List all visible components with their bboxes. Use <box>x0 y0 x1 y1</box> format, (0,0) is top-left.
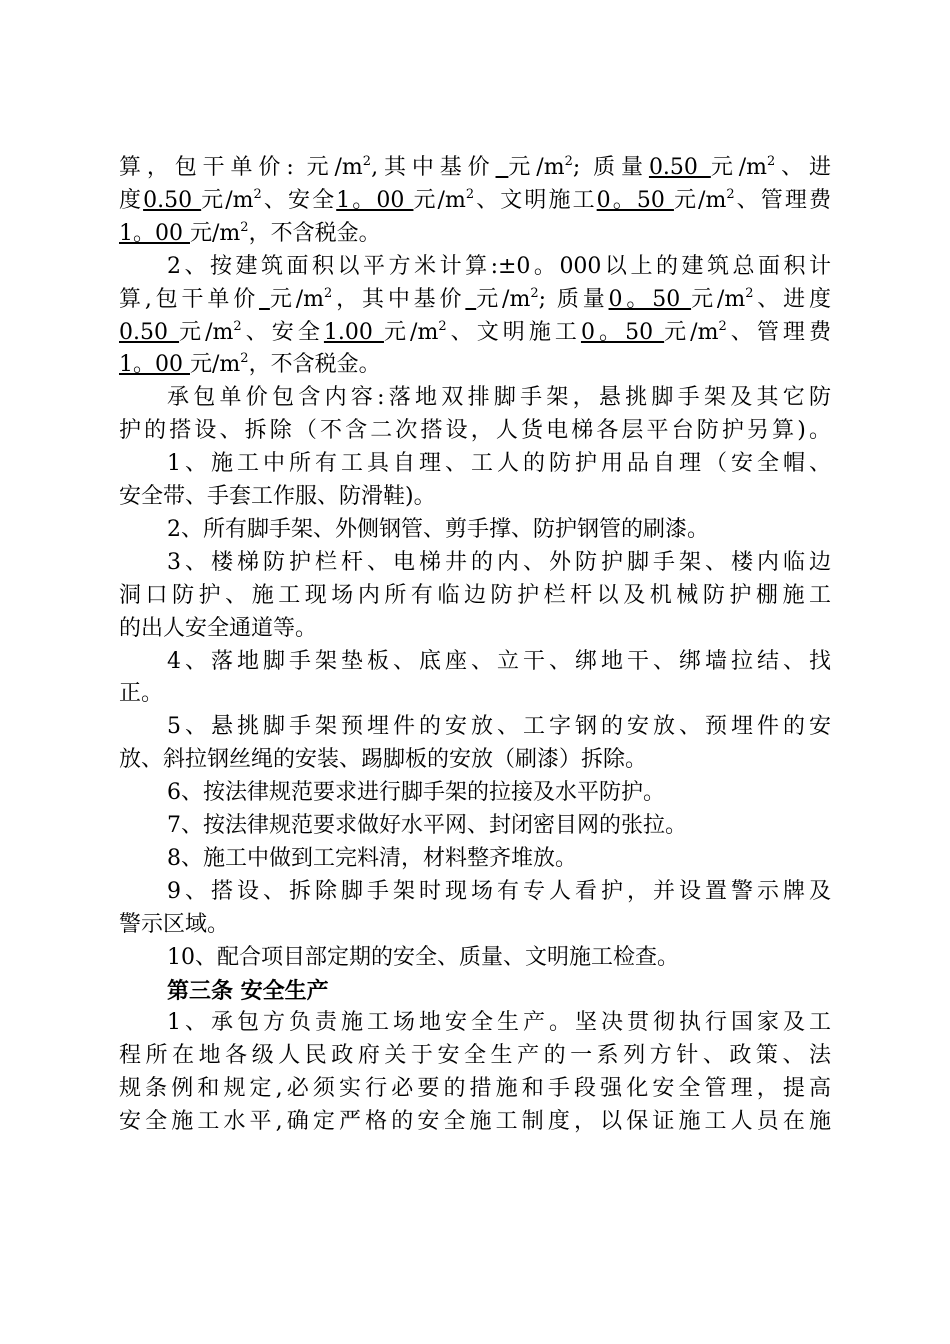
text-line <box>167 250 831 284</box>
underlined-value: 0.50 <box>143 188 202 213</box>
text-run: 程所在地各级人民政府关于安全生产的一系列方针、政策、法 <box>119 1043 831 1068</box>
text-line <box>119 1072 831 1106</box>
superscript: 2 <box>726 187 735 202</box>
superscript: 2 <box>233 319 242 334</box>
text-line <box>167 710 831 744</box>
text-run: 算,包干单价 <box>119 287 260 312</box>
underlined-value: 1。00 <box>119 352 190 377</box>
underlined-value: 0。50 <box>580 320 665 345</box>
superscript: 2 <box>766 154 776 169</box>
section-heading <box>167 974 831 1008</box>
text-run: 元/m <box>190 352 241 377</box>
text-run: ，其中基价 <box>332 287 466 312</box>
text-run: 9、搭设、拆除脚手架时现场有专人看护，并设置警示牌及 <box>167 879 831 904</box>
text-run: 护的搭设、拆除（不含二次搭设，人货电梯各层平台防护另算)。 <box>119 418 831 443</box>
underlined-value: 0。50 <box>608 287 692 312</box>
superscript: 2 <box>564 154 573 169</box>
text-line <box>167 875 831 909</box>
superscript: 2 <box>718 319 727 334</box>
text-line <box>119 414 831 448</box>
text-run: 1、施工中所有工具自理、工人的防护用品自理（安全帽、 <box>167 451 831 476</box>
text-run: 放、斜拉钢丝绳的安装、踢脚板的安放（刷漆）拆除。 <box>119 747 648 772</box>
text-run: 元/m <box>179 320 234 345</box>
text-run: 、安全 <box>241 320 324 345</box>
superscript: 2 <box>253 187 262 202</box>
text-run: 元/m <box>476 287 531 312</box>
text-line <box>119 1105 831 1139</box>
text-run: 2、按建筑面积以平方米计算:±0。000以上的建筑总面积计 <box>167 254 831 279</box>
underlined-value: 0。50 <box>596 188 674 213</box>
text-line <box>119 316 831 350</box>
underlined-value: 1。00 <box>119 221 190 246</box>
text-run: 、进度 <box>753 287 831 312</box>
text-line <box>167 447 831 481</box>
text-run: 安全带、手套工作服、防滑鞋)。 <box>119 484 436 509</box>
text-line <box>167 1006 831 1040</box>
text-run: 第三条 安全生产 <box>167 978 329 1004</box>
text-run: 的出人安全通道等。 <box>119 616 318 641</box>
text-run: 元/m <box>306 155 363 180</box>
text-run: 元/m <box>413 188 466 213</box>
text-run: 2、所有脚手架、外侧钢管、剪手撑、防护钢管的刷漆。 <box>167 517 709 542</box>
text-line <box>167 546 831 580</box>
text-line <box>119 677 831 711</box>
underlined-value <box>465 287 476 312</box>
text-run: 、进 <box>775 155 831 180</box>
text-line <box>167 842 831 876</box>
underlined-value: 1。00 <box>336 188 414 213</box>
text-run: 正。 <box>119 681 164 706</box>
text-run: 7、按法律规范要求做好水平网、封闭密目网的张拉。 <box>167 813 687 838</box>
text-line <box>119 217 831 251</box>
text-line <box>119 184 831 218</box>
superscript: 2 <box>530 286 539 301</box>
text-run: 、安全 <box>261 188 337 213</box>
text-run: 元/m <box>710 155 767 180</box>
underlined-value: 0.50 <box>648 155 711 180</box>
superscript: 2 <box>438 319 447 334</box>
text-run: 安全施工水平,确定严格的安全施工制度，以保证施工人员在施 <box>119 1109 831 1134</box>
text-run: 警示区域。 <box>119 912 230 937</box>
text-run: 元/m <box>691 287 746 312</box>
text-run: ，不含税金。 <box>248 221 381 246</box>
text-run: ，不含税金。 <box>248 352 381 377</box>
text-line <box>167 941 831 975</box>
text-line <box>167 381 831 415</box>
underlined-value: 0.50 <box>119 320 180 345</box>
text-line <box>119 579 831 613</box>
text-run: ; 质量 <box>572 155 649 180</box>
text-line <box>167 513 831 547</box>
text-line <box>119 743 831 777</box>
superscript: 2 <box>324 286 333 301</box>
text-run: 元/m <box>383 320 439 345</box>
superscript: 2 <box>465 187 475 202</box>
text-line <box>167 776 831 810</box>
text-run: 元/m <box>269 287 325 312</box>
superscript: 2 <box>240 351 249 366</box>
text-run: 元/m <box>508 155 565 180</box>
text-run: 算，包干单价: <box>119 155 307 180</box>
text-run: 元/m <box>673 188 727 213</box>
text-line <box>119 1039 831 1073</box>
underlined-value <box>496 155 509 180</box>
text-line <box>119 908 831 942</box>
text-line <box>119 151 831 185</box>
text-run: 8、施工中做到工完料清，材料整齐堆放。 <box>167 846 577 871</box>
text-run: 6、按法律规范要求进行脚手架的拉接及水平防护。 <box>167 780 665 805</box>
text-run: 10、配合项目部定期的安全、质量、文明施工检查。 <box>167 945 679 970</box>
text-line <box>119 612 831 646</box>
superscript: 2 <box>745 286 754 301</box>
superscript: 2 <box>362 154 372 169</box>
text-run: 1、承包方负责施工场地安全生产。坚决贯彻执行国家及工 <box>167 1010 831 1035</box>
text-run: 5、悬挑脚手架预埋件的安放、工字钢的安放、预埋件的安 <box>167 714 831 739</box>
text-line <box>119 283 831 317</box>
text-run: 、管理费 <box>734 188 831 213</box>
text-run: 承包单价包含内容:落地双排脚手架，悬挑脚手架及其它防 <box>167 385 831 410</box>
text-run: 4、落地脚手架垫板、底座、立干、绑地干、绑墙拉结、找 <box>167 649 831 674</box>
text-run: ,其中基价 <box>371 155 496 180</box>
text-run: 度 <box>119 188 144 213</box>
underlined-value: 1.00 <box>323 320 384 345</box>
text-run: 、文明施工 <box>474 188 597 213</box>
text-run: 、文明施工 <box>446 320 581 345</box>
text-run: 元/m <box>664 320 719 345</box>
text-line <box>119 480 831 514</box>
text-run: 元/m <box>190 221 241 246</box>
text-line <box>167 809 831 843</box>
superscript: 2 <box>240 220 249 235</box>
text-run: 、管理费 <box>726 320 831 345</box>
text-line <box>167 645 831 679</box>
text-run: 3、楼梯防护栏杆、电梯井的内、外防护脚手架、楼内临边 <box>167 550 831 575</box>
text-line <box>119 348 831 382</box>
underlined-value <box>259 287 270 312</box>
text-run: ; 质量 <box>538 287 609 312</box>
text-run: 元/m <box>201 188 254 213</box>
text-run: 洞口防护、施工现场内所有临边防护栏杆以及机械防护棚施工 <box>119 583 831 608</box>
text-run: 规条例和规定,必须实行必要的措施和手段强化安全管理，提高 <box>119 1076 831 1101</box>
